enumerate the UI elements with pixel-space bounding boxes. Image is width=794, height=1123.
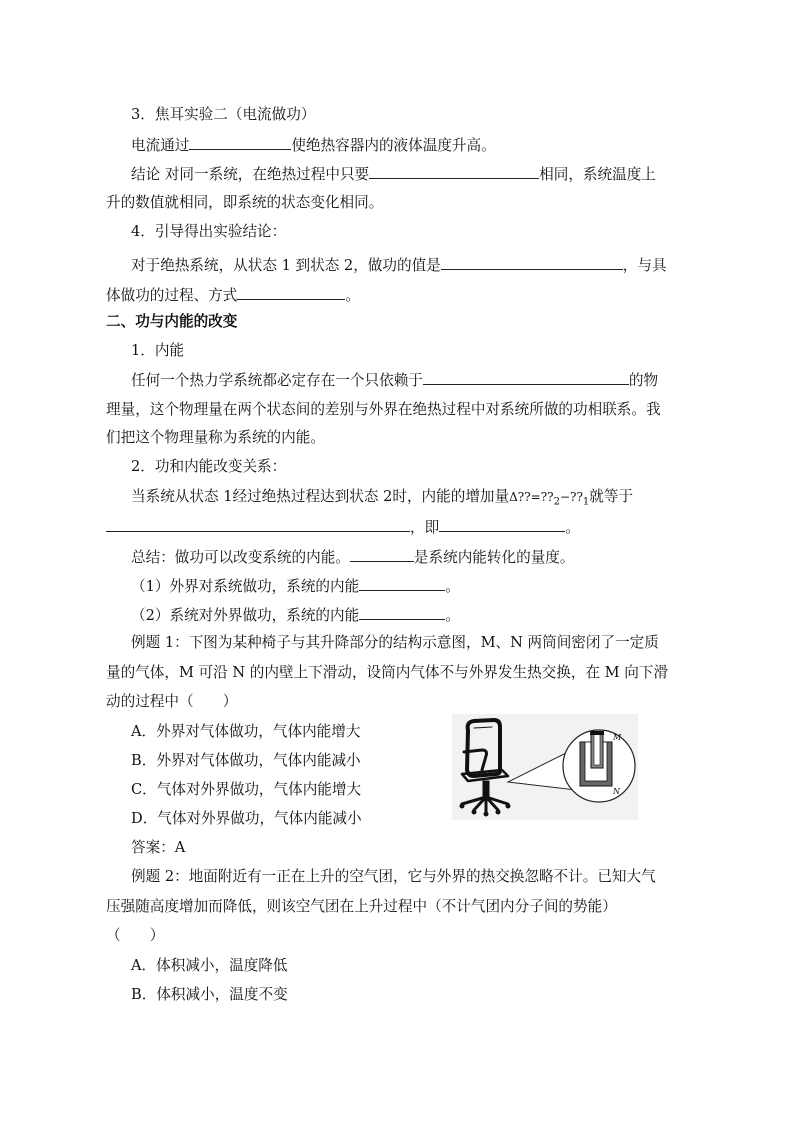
example-1-line-3: 动的过程中（ ） bbox=[106, 693, 238, 710]
sentence-current bbox=[131, 134, 496, 156]
internal-energy-line-1 bbox=[131, 369, 658, 391]
work-energy-title: 2．功和内能改变关系： bbox=[131, 458, 287, 475]
text: ，即 bbox=[410, 519, 440, 536]
summary-item-1 bbox=[131, 575, 460, 597]
formula bbox=[509, 490, 590, 508]
section-3-title: 3．焦耳实验二（电流做功） bbox=[131, 106, 316, 123]
text: 。 bbox=[445, 578, 460, 595]
subscript: 1 bbox=[582, 496, 590, 508]
text: 的物 bbox=[628, 372, 659, 389]
example-1-line-2: 量的气体，M 可沿 N 的内壁上下滑动，设筒内气体不与外界发生热交换，在 M 向下滑 bbox=[106, 664, 669, 681]
s4-line-1 bbox=[131, 254, 667, 276]
conclusion-line-1 bbox=[131, 163, 656, 185]
summary-item-2 bbox=[131, 604, 460, 626]
internal-energy-title: 1．内能 bbox=[131, 342, 185, 359]
example-1-option-b[interactable]: B．外界对气体做功，气体内能减小 bbox=[131, 752, 361, 769]
formula-part: −?? bbox=[559, 490, 583, 504]
text: 。 bbox=[345, 287, 360, 304]
internal-energy-line-2: 理量，这个物理量在两个状态间的差别与外界在绝热过程中对系统所做的功相联系。我 bbox=[106, 401, 661, 418]
text: 结论 对同一系统，在绝热过程中只要 bbox=[131, 166, 370, 183]
text: 。 bbox=[565, 519, 580, 536]
text: 相同，系统温度上 bbox=[539, 166, 656, 183]
fill-blank[interactable] bbox=[423, 369, 629, 385]
text: 当系统从状态 1经过绝热过程达到状态 2时，内能的增加量 bbox=[131, 488, 510, 505]
example-2-line-2: 压强随高度增加而降低，则该空气团在上升过程中（不计气团内分子间的势能） bbox=[106, 898, 617, 915]
work-energy-line-2 bbox=[106, 516, 580, 538]
text: 使绝热容器内的液体温度升高。 bbox=[291, 137, 496, 154]
fill-blank[interactable] bbox=[359, 575, 445, 591]
example-2-option-b[interactable]: B．体积减小，温度不变 bbox=[131, 986, 288, 1003]
section-4-title: 4．引导得出实验结论： bbox=[131, 223, 287, 240]
label-m: M bbox=[613, 733, 622, 742]
summary-line bbox=[131, 546, 574, 568]
s4-line-2 bbox=[106, 284, 360, 306]
fill-blank[interactable] bbox=[369, 163, 539, 179]
formula-part: Δ??=?? bbox=[509, 490, 554, 504]
fill-blank[interactable] bbox=[237, 284, 345, 300]
section-2-heading: 二、功与内能的改变 bbox=[106, 313, 238, 330]
example-1-option-c[interactable]: C．气体对外界做功，气体内能增大 bbox=[131, 781, 362, 798]
text: 体做功的过程、方式 bbox=[106, 287, 238, 304]
text: 。 bbox=[445, 607, 460, 624]
example-1-answer: 答案：A bbox=[131, 839, 186, 856]
text: ，与具 bbox=[622, 257, 667, 274]
fill-blank[interactable] bbox=[441, 254, 623, 270]
text: 就等于 bbox=[589, 488, 634, 505]
text: 是系统内能转化的量度。 bbox=[413, 549, 575, 566]
fill-blank[interactable] bbox=[439, 516, 565, 532]
work-energy-line-1 bbox=[131, 487, 633, 512]
text: 电流通过 bbox=[131, 137, 190, 154]
example-2-line-3: （ ） bbox=[106, 927, 165, 944]
example-1-option-d[interactable]: D．气体对外界做功，气体内能减小 bbox=[131, 810, 362, 827]
fill-blank[interactable] bbox=[189, 134, 291, 150]
example-1-option-a[interactable]: A．外界对气体做功，气体内能增大 bbox=[131, 723, 361, 740]
fill-blank[interactable] bbox=[106, 516, 410, 532]
subscript: 2 bbox=[553, 496, 560, 508]
example-2-option-a[interactable]: A．体积减小，温度降低 bbox=[131, 957, 288, 974]
example-1-line-1: 例题 1：下图为某种椅子与其升降部分的结构示意图，M、N 两筒间密闭了一定质 bbox=[131, 634, 659, 651]
fill-blank[interactable] bbox=[359, 604, 445, 620]
text: 对于绝热系统，从状态 1 到状态 2，做功的值是 bbox=[131, 257, 441, 274]
internal-energy-line-3: 们把这个物理量称为系统的内能。 bbox=[106, 429, 325, 446]
chair-diagram bbox=[452, 714, 638, 820]
label-n: N bbox=[613, 787, 620, 796]
text: 总结：做功可以改变系统的内能。 bbox=[131, 549, 350, 566]
example-2-line-1: 例题 2：地面附近有一正在上升的空气团，它与外界的热交换忽略不计。已知大气 bbox=[131, 868, 656, 885]
conclusion-line-2: 升的数值就相同，即系统的状态变化相同。 bbox=[106, 194, 384, 211]
fill-blank[interactable] bbox=[350, 546, 414, 562]
text: （2）系统对外界做功，系统的内能 bbox=[131, 607, 360, 624]
text: 任何一个热力学系统都必定存在一个只依赖于 bbox=[131, 372, 423, 389]
text: （1）外界对系统做功，系统的内能 bbox=[131, 578, 360, 595]
